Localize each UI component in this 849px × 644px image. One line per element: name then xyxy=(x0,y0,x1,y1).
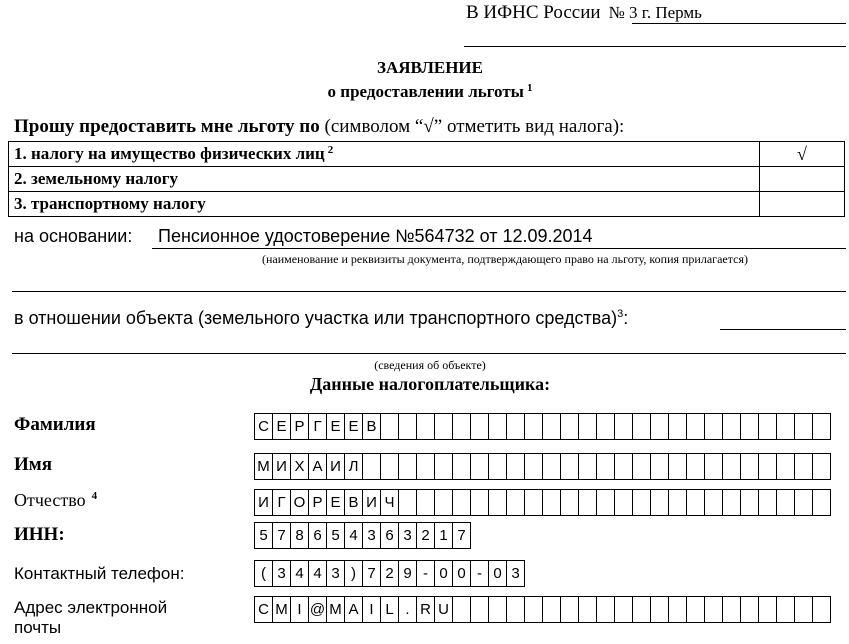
char-cell[interactable] xyxy=(507,454,525,479)
object-underline-2 xyxy=(12,353,846,354)
tax-type-label: 2. земельному налогу xyxy=(9,167,760,192)
surname-cells[interactable] xyxy=(254,413,831,440)
char-cell[interactable]: Е xyxy=(327,414,345,439)
email-cells[interactable] xyxy=(254,596,831,623)
char-cell[interactable]: . xyxy=(399,597,417,622)
char-cell[interactable]: L xyxy=(381,597,399,622)
char-cell[interactable]: 3 xyxy=(273,561,291,586)
phone-cells[interactable] xyxy=(254,560,525,587)
char-cell[interactable]: Е xyxy=(273,414,291,439)
char-cell[interactable] xyxy=(687,454,705,479)
char-cell[interactable]: 1 xyxy=(435,523,453,548)
char-cell[interactable] xyxy=(561,454,579,479)
basis-underline-2 xyxy=(12,291,846,292)
char-cell[interactable]: Р xyxy=(309,490,327,515)
char-cell[interactable]: И xyxy=(327,454,345,479)
char-cell[interactable] xyxy=(453,597,471,622)
char-cell[interactable]: 3 xyxy=(363,523,381,548)
char-cell[interactable]: I xyxy=(291,597,309,622)
char-cell[interactable] xyxy=(525,490,543,515)
tax-type-label: 3. транспортному налогу xyxy=(9,192,760,217)
ifns-label: В ИФНС России xyxy=(466,2,601,23)
char-cell[interactable] xyxy=(543,454,561,479)
char-cell[interactable]: 8 xyxy=(291,523,309,548)
char-cell[interactable] xyxy=(705,490,723,515)
char-cell[interactable]: И xyxy=(255,490,273,515)
char-cell[interactable] xyxy=(759,597,777,622)
char-cell[interactable] xyxy=(705,454,723,479)
object-field[interactable] xyxy=(720,329,846,330)
char-cell[interactable]: В xyxy=(345,490,363,515)
footnote-mark: 2 xyxy=(327,144,334,156)
char-cell[interactable] xyxy=(417,454,435,479)
char-cell[interactable] xyxy=(363,454,381,479)
payer-section-title: Данные налогоплательщика: xyxy=(309,374,551,394)
name-label: Имя xyxy=(14,454,52,475)
char-cell[interactable]: Х xyxy=(291,454,309,479)
char-cell[interactable]: Е xyxy=(327,490,345,515)
char-cell[interactable]: 0 xyxy=(453,561,471,586)
request-hint: (символом “√” отметить вид налога): xyxy=(319,116,625,137)
patronymic-cells[interactable] xyxy=(254,489,831,516)
char-cell[interactable] xyxy=(543,490,561,515)
char-cell[interactable] xyxy=(597,490,615,515)
request-text xyxy=(14,116,624,138)
char-cell[interactable] xyxy=(507,597,525,622)
tax-type-checkbox[interactable] xyxy=(760,192,845,217)
char-cell[interactable] xyxy=(795,414,813,439)
char-cell[interactable]: И xyxy=(363,490,381,515)
char-cell[interactable] xyxy=(561,597,579,622)
char-cell[interactable] xyxy=(777,597,795,622)
char-cell[interactable]: ( xyxy=(255,561,273,586)
tax-type-label: 1. налогу на имущество физических лиц $^2$ xyxy=(9,142,760,167)
char-cell[interactable] xyxy=(741,454,759,479)
char-cell[interactable] xyxy=(453,454,471,479)
char-cell[interactable] xyxy=(741,414,759,439)
char-cell[interactable] xyxy=(777,414,795,439)
char-cell[interactable] xyxy=(813,454,831,479)
tax-type-row xyxy=(9,167,845,192)
document-title: ЗАЯВЛЕНИЕ xyxy=(376,58,483,77)
char-cell[interactable]: 2 xyxy=(417,523,435,548)
char-cell[interactable]: 0 xyxy=(489,561,507,586)
char-cell[interactable] xyxy=(489,597,507,622)
char-cell[interactable]: 3 xyxy=(507,561,525,586)
char-cell[interactable] xyxy=(561,490,579,515)
char-cell[interactable]: 6 xyxy=(381,523,399,548)
footnote-mark: 1 xyxy=(526,82,533,94)
char-cell[interactable] xyxy=(651,454,669,479)
tax-type-row xyxy=(9,142,845,167)
char-cell[interactable] xyxy=(399,490,417,515)
char-cell[interactable] xyxy=(813,490,831,515)
char-cell[interactable] xyxy=(759,490,777,515)
char-cell[interactable]: 4 xyxy=(345,523,363,548)
patronymic-label: Отчество $^4$ xyxy=(14,490,98,510)
char-cell[interactable] xyxy=(687,490,705,515)
char-cell[interactable] xyxy=(723,414,741,439)
char-cell[interactable] xyxy=(777,454,795,479)
char-cell[interactable]: U xyxy=(435,597,453,622)
request-bold: Прошу предоставить мне льготу по xyxy=(14,116,320,137)
basis-underline xyxy=(152,248,846,249)
surname-label: Фамилия xyxy=(14,414,96,435)
char-cell[interactable] xyxy=(381,454,399,479)
ifns-header xyxy=(466,2,702,24)
char-cell[interactable]: 2 xyxy=(381,561,399,586)
char-cell[interactable] xyxy=(579,454,597,479)
char-cell[interactable] xyxy=(705,414,723,439)
char-cell[interactable] xyxy=(489,414,507,439)
tax-type-checkbox[interactable] xyxy=(760,167,845,192)
ifns-underline-2 xyxy=(464,46,846,47)
char-cell[interactable] xyxy=(399,454,417,479)
char-cell[interactable]: 3 xyxy=(399,523,417,548)
char-cell[interactable]: Р xyxy=(291,414,309,439)
document-subtitle: о предоставлении льготы $^1$ xyxy=(327,82,533,101)
basis-label: на основании: xyxy=(14,226,133,246)
char-cell[interactable]: @ xyxy=(309,597,327,622)
char-cell[interactable] xyxy=(543,414,561,439)
char-cell[interactable] xyxy=(561,414,579,439)
phone-label: Контактный телефон: xyxy=(14,564,185,583)
char-cell[interactable]: A xyxy=(345,597,363,622)
inn-label: ИНН: xyxy=(14,524,65,545)
char-cell[interactable] xyxy=(669,597,687,622)
char-cell[interactable]: 3 xyxy=(327,561,345,586)
char-cell[interactable] xyxy=(777,490,795,515)
char-cell[interactable] xyxy=(579,597,597,622)
char-cell[interactable] xyxy=(813,597,831,622)
tax-type-row xyxy=(9,192,845,217)
char-cell[interactable]: В xyxy=(363,414,381,439)
object-note: (сведения об объекте) xyxy=(374,358,486,372)
char-cell[interactable] xyxy=(453,414,471,439)
name-cells[interactable] xyxy=(254,453,831,480)
char-cell[interactable] xyxy=(525,454,543,479)
char-cell[interactable]: - xyxy=(417,561,435,586)
char-cell[interactable] xyxy=(633,454,651,479)
char-cell[interactable]: 6 xyxy=(309,523,327,548)
char-cell[interactable] xyxy=(525,597,543,622)
char-cell[interactable] xyxy=(669,414,687,439)
char-cell[interactable] xyxy=(399,414,417,439)
basis-note: (наименование и реквизиты документа, подтверждающего право на льготу, копия прилагается) xyxy=(262,252,748,266)
char-cell[interactable] xyxy=(507,414,525,439)
char-cell[interactable]: 7 xyxy=(453,523,471,548)
char-cell[interactable]: ) xyxy=(345,561,363,586)
char-cell[interactable]: I xyxy=(363,597,381,622)
char-cell[interactable] xyxy=(669,454,687,479)
ifns-value[interactable]: № 3 г. Пермь xyxy=(608,3,702,22)
char-cell[interactable] xyxy=(435,490,453,515)
char-cell[interactable] xyxy=(795,454,813,479)
char-cell[interactable] xyxy=(435,414,453,439)
char-cell[interactable] xyxy=(489,454,507,479)
char-cell[interactable]: А xyxy=(309,454,327,479)
char-cell[interactable] xyxy=(471,414,489,439)
char-cell[interactable] xyxy=(525,414,543,439)
char-cell[interactable] xyxy=(669,490,687,515)
char-cell[interactable] xyxy=(651,597,669,622)
ifns-underline-1 xyxy=(632,23,846,24)
char-cell[interactable] xyxy=(651,490,669,515)
char-cell[interactable]: О xyxy=(291,490,309,515)
char-cell[interactable] xyxy=(741,490,759,515)
char-cell[interactable]: M xyxy=(327,597,345,622)
inn-cells[interactable] xyxy=(254,522,471,549)
char-cell[interactable]: - xyxy=(471,561,489,586)
char-cell[interactable]: 0 xyxy=(435,561,453,586)
char-cell[interactable] xyxy=(615,490,633,515)
char-cell[interactable] xyxy=(723,490,741,515)
char-cell[interactable] xyxy=(579,414,597,439)
char-cell[interactable]: С xyxy=(255,414,273,439)
char-cell[interactable] xyxy=(417,414,435,439)
char-cell[interactable]: С xyxy=(255,597,273,622)
char-cell[interactable] xyxy=(687,597,705,622)
char-cell[interactable] xyxy=(489,490,507,515)
char-cell[interactable] xyxy=(435,454,453,479)
char-cell[interactable]: Ч xyxy=(381,490,399,515)
basis-field[interactable]: Пенсионное удостоверение №564732 от 12.09.2014 xyxy=(158,226,593,246)
char-cell[interactable] xyxy=(723,597,741,622)
char-cell[interactable] xyxy=(381,414,399,439)
char-cell[interactable] xyxy=(813,414,831,439)
char-cell[interactable] xyxy=(705,597,723,622)
char-cell[interactable]: И xyxy=(273,454,291,479)
char-cell[interactable] xyxy=(615,597,633,622)
tax-type-table xyxy=(8,141,845,217)
char-cell[interactable] xyxy=(615,454,633,479)
char-cell[interactable]: Г xyxy=(273,490,291,515)
char-cell[interactable] xyxy=(759,454,777,479)
char-cell[interactable] xyxy=(597,597,615,622)
char-cell[interactable] xyxy=(453,490,471,515)
char-cell[interactable] xyxy=(543,597,561,622)
char-cell[interactable]: М xyxy=(273,597,291,622)
char-cell[interactable]: Г xyxy=(309,414,327,439)
char-cell[interactable] xyxy=(723,454,741,479)
footnote-mark: 4 xyxy=(91,490,98,502)
char-cell[interactable] xyxy=(633,597,651,622)
char-cell[interactable] xyxy=(471,597,489,622)
char-cell[interactable] xyxy=(687,414,705,439)
char-cell[interactable] xyxy=(417,490,435,515)
char-cell[interactable] xyxy=(651,414,669,439)
char-cell[interactable]: 7 xyxy=(273,523,291,548)
char-cell[interactable]: 5 xyxy=(327,523,345,548)
email-label: Адрес электронной почты xyxy=(14,598,168,637)
char-cell[interactable] xyxy=(633,414,651,439)
char-cell[interactable] xyxy=(615,414,633,439)
char-cell[interactable] xyxy=(741,597,759,622)
char-cell[interactable]: 9 xyxy=(399,561,417,586)
char-cell[interactable]: Л xyxy=(345,454,363,479)
char-cell[interactable] xyxy=(579,490,597,515)
object-label: в отношении объекта (земельного участка или транспортного средства)$^3$: xyxy=(14,308,629,328)
char-cell[interactable]: 7 xyxy=(363,561,381,586)
char-cell[interactable] xyxy=(633,490,651,515)
char-cell[interactable] xyxy=(597,454,615,479)
char-cell[interactable] xyxy=(471,490,489,515)
char-cell[interactable]: М xyxy=(255,454,273,479)
char-cell[interactable]: Е xyxy=(345,414,363,439)
char-cell[interactable] xyxy=(795,490,813,515)
char-cell[interactable]: 4 xyxy=(309,561,327,586)
char-cell[interactable] xyxy=(597,414,615,439)
footnote-mark: 3 xyxy=(617,308,624,320)
char-cell[interactable]: R xyxy=(417,597,435,622)
tax-type-checkbox[interactable]: √ xyxy=(760,142,845,167)
char-cell[interactable] xyxy=(507,490,525,515)
char-cell[interactable] xyxy=(471,454,489,479)
char-cell[interactable]: 4 xyxy=(291,561,309,586)
char-cell[interactable] xyxy=(759,414,777,439)
char-cell[interactable]: 5 xyxy=(255,523,273,548)
char-cell[interactable] xyxy=(795,597,813,622)
